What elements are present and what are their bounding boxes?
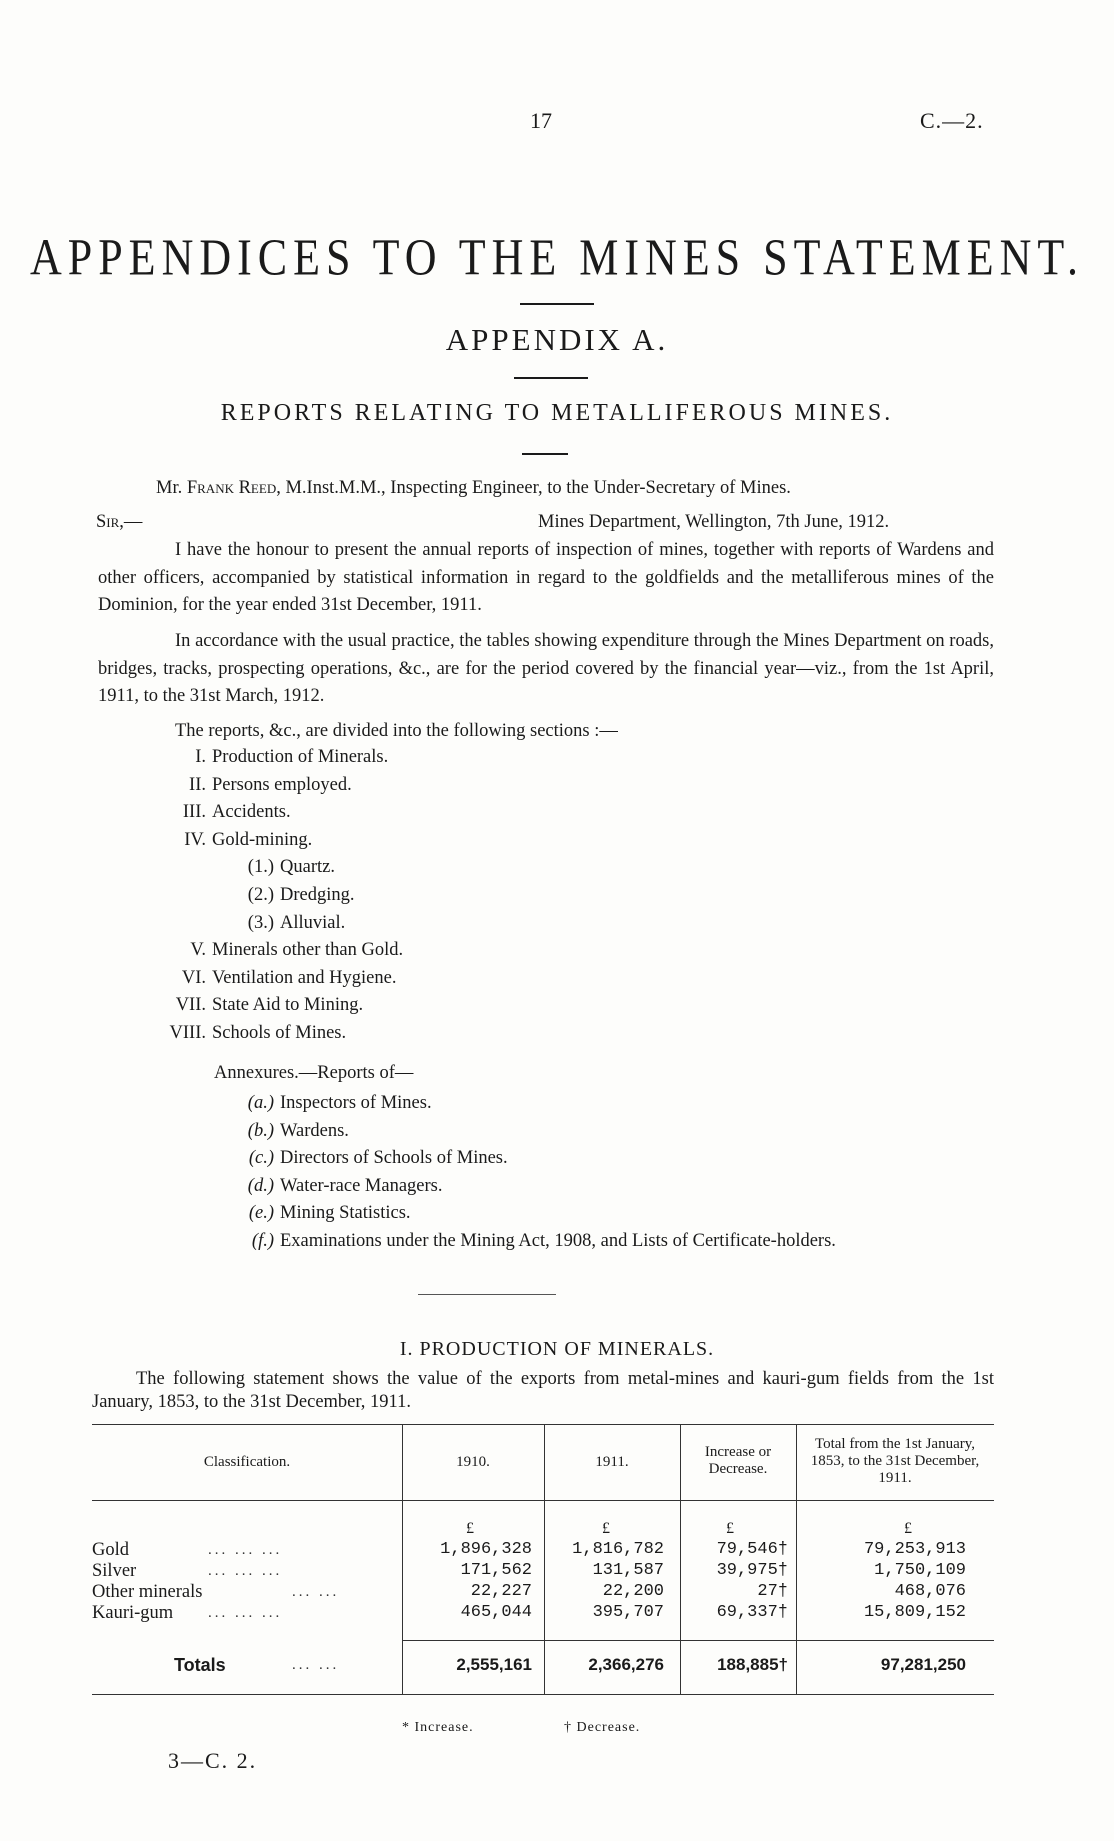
footnote-decrease: † Decrease. (564, 1720, 641, 1735)
totals-1910: 2,555,161 (456, 1655, 532, 1674)
totals-label: Totals (174, 1655, 226, 1675)
table-sum-rule (402, 1640, 994, 1641)
section-item (240, 853, 335, 881)
annexure-letter: (d.) (247, 1175, 274, 1196)
leader-dots: ... ... ... (208, 1542, 283, 1558)
document-code: C.—2. (920, 108, 984, 133)
section-number: VIII. (169, 1023, 206, 1043)
annexure-label: Wardens. (280, 1120, 349, 1141)
annexure-letter: (f.) (251, 1231, 274, 1251)
header-1910: 1910. (456, 1454, 490, 1470)
signature-mark: 3—C. 2. (168, 1748, 258, 1773)
annexure-item (240, 1172, 442, 1200)
cell-change: 39,975† (716, 1561, 788, 1580)
section-label: Alluvial. (280, 912, 346, 933)
letter-paragraph-2: In accordance with the usual practice, the tables showing expenditure through the Mines Department on roads, bridges, tracks, prospecting operations, &c., are for the period covered by the financial year—viz., from the 1st April, 1911, to the 31st March, 1912. (98, 631, 994, 706)
production-heading: I. PRODUCTION OF MINERALS. (399, 1338, 715, 1360)
letter-from-line (156, 475, 791, 502)
cell-1911: 395,707 (592, 1603, 664, 1622)
section-label: Production of Minerals. (212, 747, 389, 767)
cell-1910: 22,227 (470, 1582, 532, 1601)
row-label: Other minerals (92, 1582, 203, 1602)
main-title: APPENDICES TO THE MINES STATEMENT. (29, 228, 1085, 287)
footnote-increase: * Increase. (402, 1720, 474, 1735)
row-label: Gold (92, 1540, 129, 1560)
section-label: Dredging. (280, 885, 355, 905)
section-item (140, 936, 403, 964)
dateline: Mines Department, Wellington, 7th June, 1912. (538, 512, 890, 532)
section-number: I. (195, 747, 206, 767)
cell-change: 69,337† (716, 1603, 788, 1622)
annexure-label: Water-race Managers. (280, 1175, 443, 1196)
divider (418, 1294, 556, 1295)
header-1911: 1911. (595, 1454, 629, 1470)
leader-dots: ... ... (292, 1584, 340, 1600)
annexure-label: Inspectors of Mines. (280, 1093, 432, 1113)
annexure-item (240, 1117, 349, 1145)
section-number: (1.) (247, 857, 274, 878)
cell-change: 27† (757, 1582, 788, 1601)
letter-paragraph-3: The reports, &c., are divided into the following sections :— (175, 721, 618, 741)
annexure-letter: (a.) (247, 1093, 274, 1113)
cell-1911: 22,200 (602, 1582, 664, 1601)
header-change: Increase or Decrease. (704, 1444, 772, 1477)
cell-total: 1,750,109 (874, 1561, 966, 1580)
section-item (140, 826, 312, 854)
annexure-label: Mining Statistics. (280, 1203, 411, 1224)
section-label: Quartz. (280, 857, 335, 878)
table-bottom-rule (92, 1694, 994, 1695)
currency-symbol: £ (466, 1520, 474, 1537)
row-label: Kauri-gum (92, 1603, 174, 1623)
totals-total: 97,281,250 (880, 1655, 966, 1674)
currency-symbol: £ (904, 1520, 912, 1537)
from-prefix: Mr. (156, 478, 183, 498)
row-label: Silver (92, 1561, 137, 1581)
section-item (140, 743, 388, 771)
cell-1910: 1,896,328 (440, 1540, 532, 1559)
from-rest: M.Inst.M.M., Inspecting Engineer, to the Under-Secretary of Mines. (285, 478, 791, 498)
section-item (140, 798, 291, 826)
section-number: V. (190, 940, 206, 961)
cell-1911: 131,587 (592, 1561, 664, 1580)
leader-dots: ... ... ... (208, 1605, 283, 1621)
salutation: Sir,— (96, 512, 143, 532)
section-label: Minerals other than Gold. (212, 940, 404, 961)
section-label: Schools of Mines. (212, 1023, 347, 1043)
section-item (140, 1019, 346, 1047)
section-label: State Aid to Mining. (212, 995, 364, 1016)
section-number: II. (189, 774, 206, 795)
leader-dots: ... ... ... (208, 1563, 283, 1579)
cell-1910: 465,044 (460, 1603, 532, 1622)
from-name: Frank Reed, (186, 478, 281, 498)
cell-1911: 1,816,782 (572, 1540, 664, 1559)
section-title: REPORTS RELATING TO METALLIFEROUS MINES. (220, 400, 894, 426)
currency-symbol: £ (726, 1520, 734, 1537)
divider (514, 377, 588, 379)
header-classification: Classification. (203, 1454, 291, 1470)
currency-symbol: £ (602, 1520, 610, 1537)
totals-change: 188,885† (717, 1655, 788, 1674)
annexure-letter: (e.) (248, 1203, 274, 1224)
cell-change: 79,546† (716, 1540, 788, 1559)
annexure-item (240, 1089, 432, 1117)
page-number: 17 (530, 108, 552, 133)
section-number: IV. (184, 829, 206, 850)
section-label: Gold-mining. (212, 829, 313, 850)
section-number: III. (182, 802, 206, 823)
totals-1911: 2,366,276 (588, 1655, 664, 1674)
section-item (240, 881, 355, 909)
appendix-title: APPENDIX A. (445, 322, 669, 357)
annexure-letter: (b.) (247, 1120, 274, 1141)
annexure-label: Directors of Schools of Mines. (280, 1148, 508, 1169)
table-top-rule (92, 1424, 994, 1425)
section-item (240, 909, 345, 937)
divider (520, 303, 594, 305)
cell-total: 15,809,152 (863, 1603, 966, 1622)
cell-1910: 171,562 (460, 1561, 532, 1580)
table-header-rule (92, 1500, 994, 1501)
section-label: Persons employed. (212, 774, 352, 795)
annexure-letter: (c.) (248, 1148, 274, 1169)
annexure-item (240, 1227, 836, 1255)
cell-total: 79,253,913 (863, 1540, 966, 1559)
divider (522, 453, 568, 455)
annexure-item (240, 1199, 411, 1227)
leader-dots: ... ... (292, 1657, 340, 1673)
annexure-label: Examinations under the Mining Act, 1908, and Lists of Certificate-holders. (280, 1231, 836, 1251)
annexure-item (240, 1144, 508, 1172)
cell-total: 468,076 (894, 1582, 966, 1601)
annexures-title: Annexures.—Reports of— (214, 1063, 414, 1083)
letter-paragraph-1: I have the honour to present the annual reports of inspection of mines, together with reports of Wardens and other officers, accompanied by statistical information in regard to the goldfields and the metalliferous mines of the Dominion, for the year ended 31st December, 1911. (98, 540, 994, 615)
header-total: Total from the 1st January, 1853, to the 31st December, 1911. (810, 1436, 980, 1486)
section-label: Ventilation and Hygiene. (212, 967, 397, 988)
section-item (140, 964, 396, 992)
production-intro: The following statement shows the value of the exports from metal-mines and kauri-gum fields from the 1st January, 1853, to the 31st December, 1911. (92, 1369, 994, 1412)
section-number: (3.) (247, 912, 274, 933)
section-number: (2.) (247, 885, 274, 905)
section-number: VI. (181, 967, 206, 988)
section-number: VII. (175, 995, 206, 1016)
section-item (140, 991, 363, 1019)
section-item (140, 771, 352, 799)
section-label: Accidents. (212, 802, 291, 823)
